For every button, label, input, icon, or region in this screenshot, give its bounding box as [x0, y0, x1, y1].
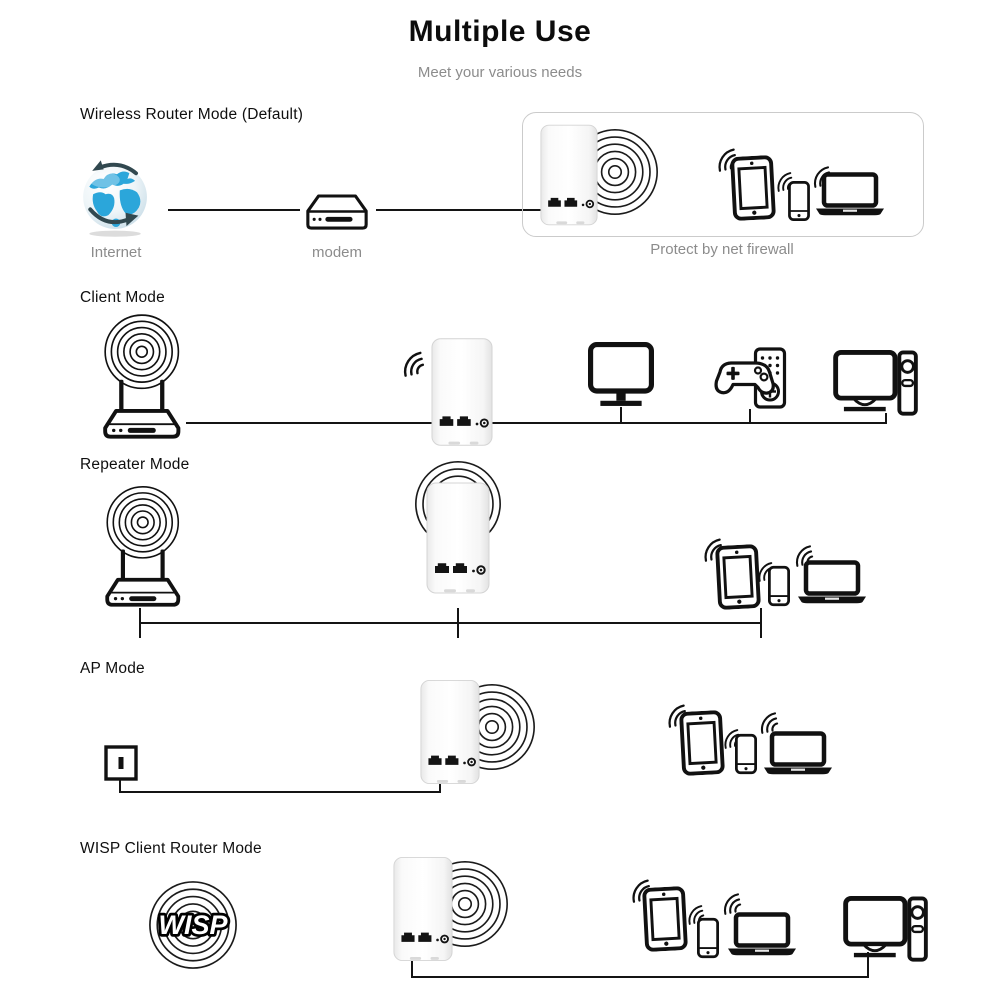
smartphone-icon	[735, 733, 757, 775]
connector-elbow-ap	[118, 779, 444, 794]
tablet-icon	[641, 886, 688, 952]
router-device-icon	[393, 856, 453, 962]
wisp-badge: WISP	[158, 910, 228, 940]
mode-label-repeater: Repeater Mode	[80, 456, 190, 473]
connector-tick	[749, 409, 751, 423]
laptop-icon	[762, 731, 834, 775]
smartphone-icon	[788, 181, 810, 221]
mode-label-wireless-router: Wireless Router Mode (Default)	[80, 106, 304, 123]
page-subtitle: Meet your various needs	[417, 64, 583, 81]
connector-line-internet-modem	[168, 209, 300, 211]
connector-line-client	[186, 422, 887, 424]
router-device-icon	[540, 124, 598, 226]
modem-label: modem	[311, 244, 363, 261]
laptop-icon	[726, 912, 798, 956]
wall-jack-icon	[104, 745, 138, 781]
modem-icon	[303, 193, 371, 233]
router-device-icon	[420, 679, 480, 785]
connector-line-modem-router	[376, 209, 542, 211]
desktop-pc-icon	[843, 896, 929, 966]
tablet-icon	[678, 710, 725, 776]
wisp-badge-layer	[146, 878, 240, 972]
monitor-icon	[588, 342, 654, 408]
mode-label-ap: AP Mode	[80, 660, 145, 677]
router-device-icon	[431, 337, 493, 447]
desktop-pc-icon	[833, 350, 919, 420]
router-device-icon	[426, 482, 490, 594]
antenna-router-icon	[98, 305, 184, 439]
antenna-router-icon	[100, 477, 184, 607]
connector-tick	[457, 608, 459, 638]
page-title: Multiple Use	[408, 15, 592, 48]
connector-tick	[139, 608, 141, 638]
smartphone-icon	[697, 917, 719, 959]
mode-label-wisp: WISP Client Router Mode	[80, 840, 262, 857]
laptop-icon	[796, 560, 868, 604]
game-console-icon	[706, 347, 788, 411]
wifi-arcs-icon	[394, 346, 427, 379]
connector-line-repeater	[140, 622, 762, 624]
connector-tick	[760, 608, 762, 638]
mode-label-client: Client Mode	[80, 289, 165, 306]
firewall-caption: Protect by net firewall	[650, 241, 794, 258]
internet-label: Internet	[90, 244, 142, 261]
tablet-icon	[729, 155, 776, 221]
connector-tick	[620, 407, 622, 423]
laptop-icon	[814, 172, 886, 216]
connector-elbow-wisp	[410, 950, 872, 980]
smartphone-icon	[768, 565, 790, 607]
internet-globe-icon	[74, 158, 158, 238]
